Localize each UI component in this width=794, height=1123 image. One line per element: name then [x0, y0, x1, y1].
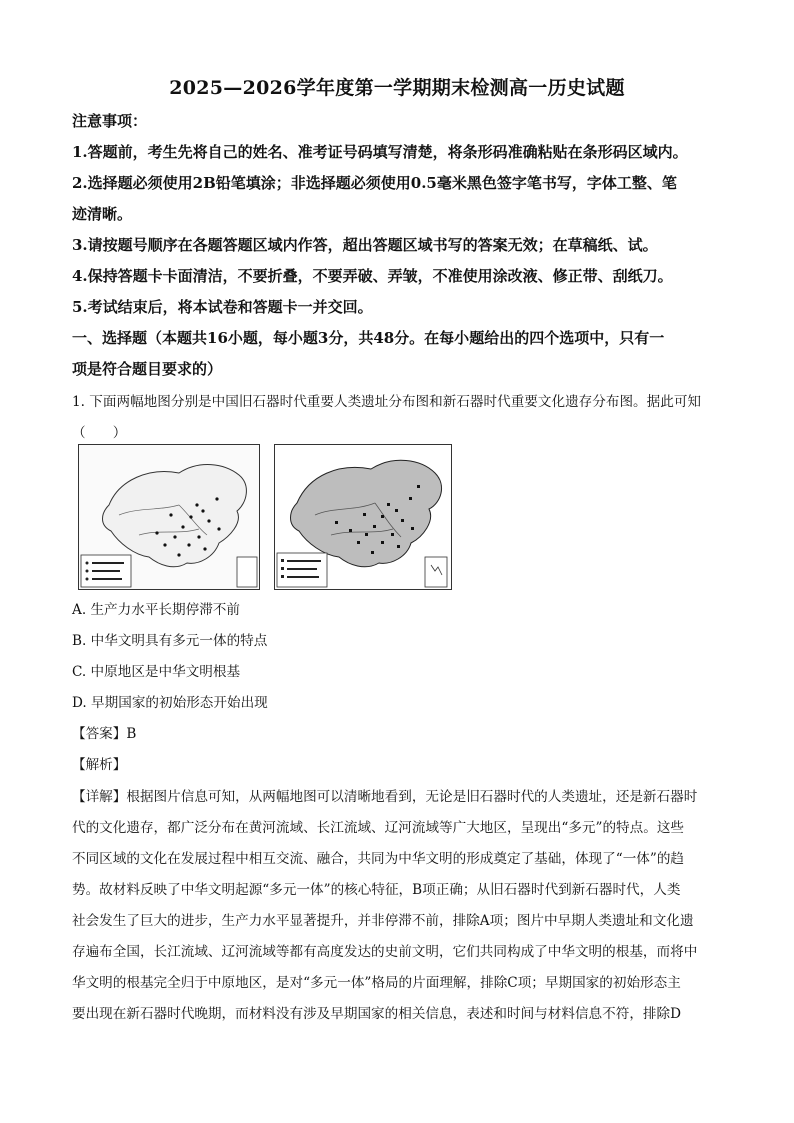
section-heading-cont: 项是符合题目要求的）	[72, 360, 223, 378]
notice-line-2-cont: 迹清晰。	[72, 205, 133, 223]
detail-line-7: 华文明的根基完全归于中原地区，是对“多元一体”格局的片面理解，排除C项；早期国家的初始形态主	[72, 975, 681, 991]
section-heading: 一、选择题（本题共16小题，每小题3分，共48分。在每小题给出的四个选项中，只有一	[72, 329, 665, 347]
question-paren: （ ）	[72, 425, 127, 441]
notice-line-4: 4.保持答题卡卡面清洁，不要折叠，不要弄破、弄皱，不准使用涂改液、修正带、刮纸刀。	[72, 267, 673, 285]
detail-line-5: 社会发生了巨大的进步，生产力水平显著提升，并非停滞不前，排除A项；图片中早期人类遗址和文化遗	[72, 913, 694, 929]
notice-line-5: 5.考试结束后，将本试卷和答题卡一并交回。	[72, 298, 373, 316]
notice-line-2: 2.选择题必须使用2B铅笔填涂；非选择题必须使用0.5毫米黑色签字笔书写，字体工整、笔	[72, 174, 677, 192]
paleolithic-sites-map	[78, 444, 260, 590]
notice-line-1: 1.答题前，考生先将自己的姓名、准考证号码填写清楚，将条形码准确粘贴在条形码区域内。	[72, 143, 688, 161]
question-stem: 1. 下面两幅地图分别是中国旧石器时代重要人类遗址分布图和新石器时代重要文化遗存分布图。据此可知	[72, 394, 702, 410]
detail-line-1: 【详解】根据图片信息可知，从两幅地图可以清晰地看到，无论是旧石器时代的人类遗址，还是新石器时	[72, 789, 698, 805]
option-d: D. 早期国家的初始形态开始出现	[72, 695, 268, 711]
notice-heading: 注意事项：	[72, 112, 148, 130]
notice-line-3: 3.请按题号顺序在各题答题区域内作答，超出答题区域书写的答案无效；在草稿纸、试。	[72, 236, 658, 254]
detail-line-6: 存遍布全国，长江流域、辽河流域等都有高度发达的史前文明，它们共同构成了中华文明的根基，而将中	[72, 944, 698, 960]
detail-line-3: 不同区域的文化在发展过程中相互交流、融合，共同为中华文明的形成奠定了基础，体现了“一体”的趋	[72, 851, 685, 867]
neolithic-remains-map	[274, 444, 452, 590]
detail-line-4: 势。故材料反映了中华文明起源“多元一体”的核心特征，B项正确；从旧石器时代到新石器时代，人类	[72, 882, 681, 898]
analysis-label: 【解析】	[72, 757, 127, 773]
exam-title: 2025—2026学年度第一学期期末检测高一历史试题	[169, 77, 625, 99]
question-maps	[78, 444, 450, 588]
detail-line-8: 要出现在新石器时代晚期，而材料没有涉及早期国家的相关信息，表述和时间与材料信息不符，排除D	[72, 1006, 682, 1022]
option-c: C. 中原地区是中华文明根基	[72, 664, 241, 680]
answer-label: 【答案】B	[72, 726, 137, 742]
option-a: A. 生产力水平长期停滞不前	[72, 602, 240, 618]
detail-line-2: 代的文化遗存，都广泛分布在黄河流域、长江流域、辽河流域等广大地区，呈现出“多元”的特点。这些	[72, 820, 685, 836]
option-b: B. 中华文明具有多元一体的特点	[72, 633, 268, 649]
